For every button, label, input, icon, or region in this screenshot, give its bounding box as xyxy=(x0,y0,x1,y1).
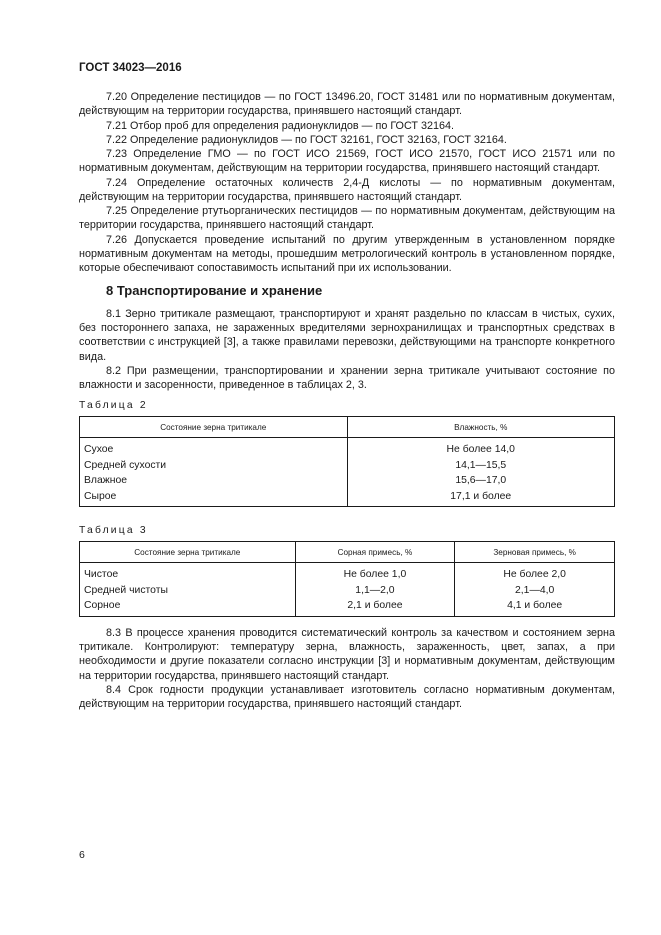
paragraph-7-26: 7.26 Допускается проведение испытаний по другим утвержденным в установленном порядке нормативным документам на методы, прошедшим метрологический контроль в установленном порядке, которые обеспечивают сопоставимость испытаний при их использовании. xyxy=(79,234,615,275)
page-number: 6 xyxy=(79,849,85,861)
table-3-caption: Таблица 3 xyxy=(79,525,148,536)
table-cell: 2,1—4,0 xyxy=(455,583,615,599)
table-row xyxy=(80,598,615,616)
paragraph-7-25: 7.25 Определение ртутьорганических пестицидов — по нормативным документам, действующим на территории государства, принявшего настоящий стандарт. xyxy=(79,205,615,232)
paragraph-8-4: 8.4 Срок годности продукции устанавливает изготовитель согласно нормативным документам, действующим на территории государства, принявшего настоящий стандарт. xyxy=(79,684,615,711)
section-title-8: 8 Транспортирование и хранение xyxy=(106,283,323,298)
table-row xyxy=(80,563,615,583)
table-row xyxy=(80,458,615,474)
table-cell: 14,1—15,5 xyxy=(347,458,615,474)
table-3-header-weed-impurity: Сорная примесь, % xyxy=(295,542,455,563)
table-row xyxy=(80,473,615,489)
table-cell: Влажное xyxy=(80,473,348,489)
table-row xyxy=(80,583,615,599)
table-row xyxy=(80,489,615,507)
paragraph-7-21: 7.21 Отбор проб для определения радионуклидов — по ГОСТ 32164. xyxy=(106,120,455,132)
table-cell: 4,1 и более xyxy=(455,598,615,616)
table-cell: 17,1 и более xyxy=(347,489,615,507)
paragraph-8-2: 8.2 При размещении, транспортировании и хранении зерна тритикале учитывают состояние по влажности и засоренности, приведенное в таблицах 2, 3. xyxy=(79,365,615,392)
table-cell: 15,6—17,0 xyxy=(347,473,615,489)
paragraph-7-20: 7.20 Определение пестицидов — по ГОСТ 13496.20, ГОСТ 31481 или по нормативным документам, действующим на территории государства, принявшего настоящий стандарт. xyxy=(79,91,615,118)
document-header: ГОСТ 34023—2016 xyxy=(79,62,182,74)
table-cell: Средней сухости xyxy=(80,458,348,474)
table-cell: Сорное xyxy=(80,598,296,616)
table-cell: Средней чистоты xyxy=(80,583,296,599)
table-3 xyxy=(79,541,615,617)
table-cell: Не более 2,0 xyxy=(455,563,615,583)
table-row xyxy=(80,438,615,458)
table-cell: 1,1—2,0 xyxy=(295,583,455,599)
table-2-header-condition: Состояние зерна тритикале xyxy=(80,417,348,438)
table-cell: Чистое xyxy=(80,563,296,583)
table-cell: Сухое xyxy=(80,438,348,458)
paragraph-7-24: 7.24 Определение остаточных количеств 2,4-Д кислоты — по нормативным документам, действующим на территории государства, принявшего настоящий стандарт. xyxy=(79,177,615,204)
table-2-header-row xyxy=(80,417,615,438)
table-cell: Не более 1,0 xyxy=(295,563,455,583)
table-cell: Не более 14,0 xyxy=(347,438,615,458)
paragraph-7-22: 7.22 Определение радионуклидов — по ГОСТ 32161, ГОСТ 32163, ГОСТ 32164. xyxy=(106,134,507,146)
paragraph-8-3: 8.3 В процессе хранения проводится систематический контроль за качеством и состоянием зерна тритикале. Контролируют: температуру зерна, влажность, зараженность, цвет, запах, а при необходимости и другие показатели согласно инструкции [3] и нормативным документам, действующим на территории государства, принявшего настоящий стандарт. xyxy=(79,627,615,682)
table-2-header-moisture: Влажность, % xyxy=(347,417,615,438)
table-3-header-row xyxy=(80,542,615,563)
table-2-caption: Таблица 2 xyxy=(79,400,148,411)
table-cell: Сырое xyxy=(80,489,348,507)
table-cell: 2,1 и более xyxy=(295,598,455,616)
paragraph-8-1: 8.1 Зерно тритикале размещают, транспортируют и хранят раздельно по классам в чистых, сухих, без постороннего запаха, не зараженных вредителями зернохранилищах и транспортных средствах в соответствии с инструкцией [3], а также правилами перевозки, действующими на транспорте конкретного вида. xyxy=(79,308,615,363)
paragraph-7-23: 7.23 Определение ГМО — по ГОСТ ИСО 21569, ГОСТ ИСО 21570, ГОСТ ИСО 21571 или по нормативным документам, действующим на территории государства, принявшего настоящий стандарт. xyxy=(79,148,615,175)
table-2 xyxy=(79,416,615,507)
table-3-header-grain-impurity: Зерновая примесь, % xyxy=(455,542,615,563)
table-3-header-condition: Состояние зерна тритикале xyxy=(80,542,296,563)
